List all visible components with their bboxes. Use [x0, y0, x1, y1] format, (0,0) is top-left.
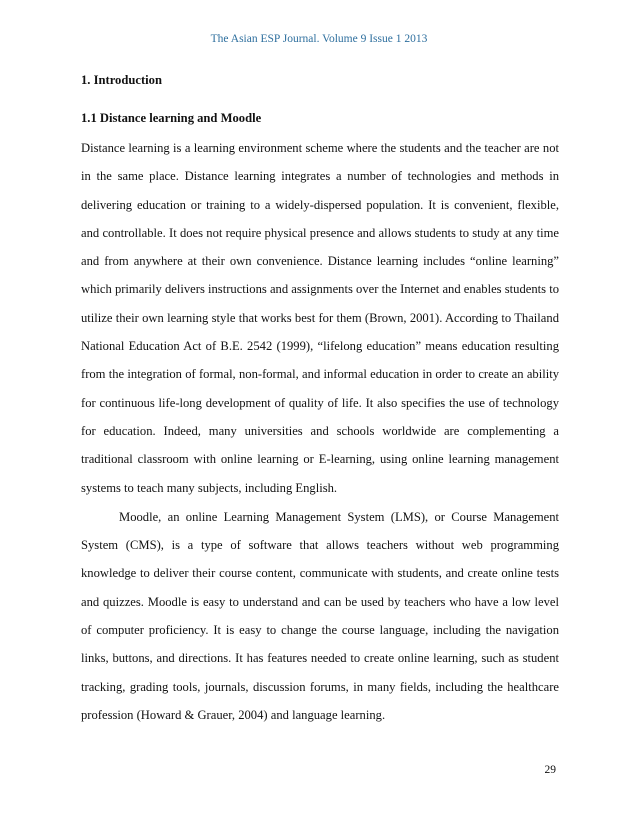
- running-header: The Asian ESP Journal. Volume 9 Issue 1 2013: [210, 33, 428, 45]
- subsection-heading: 1.1 Distance learning and Moodle: [81, 111, 262, 125]
- section-heading: 1. Introduction: [81, 73, 162, 87]
- body-text: [81, 66, 559, 729]
- paragraph-distance-learning: Distance learning is a learning environment scheme where the students and the teacher are not in the same place. Distance learning integrates a number of technologies and methods in delivering education or training to a widely-dispersed population. It is convenient, flexible, and controllable. It does not require physical presence and allows students to study at any time and from anywhere at their own convenience. Distance learning includes “online learning” which primarily delivers instructions and assignments over the Internet and enables students to utilize their own learning style that works best for them (Brown, 2001). According to Thailand National Education Act of B.E. 2542 (1999), “lifelong education” means education resulting from the integration of formal, non-formal, and informal education in order to create an ability for continuous life-long development of quality of life. It also specifies the use of technology for education. Indeed, many universities and schools worldwide are complementing a traditional classroom with online learning or E-learning, using online learning management systems to teach many subjects, including English.: [81, 141, 559, 495]
- paragraph-moodle: Moodle, an online Learning Management System (LMS), or Course Management System (CMS), is a type of software that allows teachers without web programming knowledge to deliver their course content, communicate with students, and create online tests and quizzes. Moodle is easy to understand and can be used by teachers who have a low level of computer proficiency. It is easy to change the course language, including the navigation links, buttons, and directions. It has features needed to create online learning, such as student tracking, grading tools, journals, discussion forums, in many fields, including the healthcare profession (Howard & Grauer, 2004) and language learning.: [81, 509, 559, 722]
- page-number: 29: [544, 764, 556, 776]
